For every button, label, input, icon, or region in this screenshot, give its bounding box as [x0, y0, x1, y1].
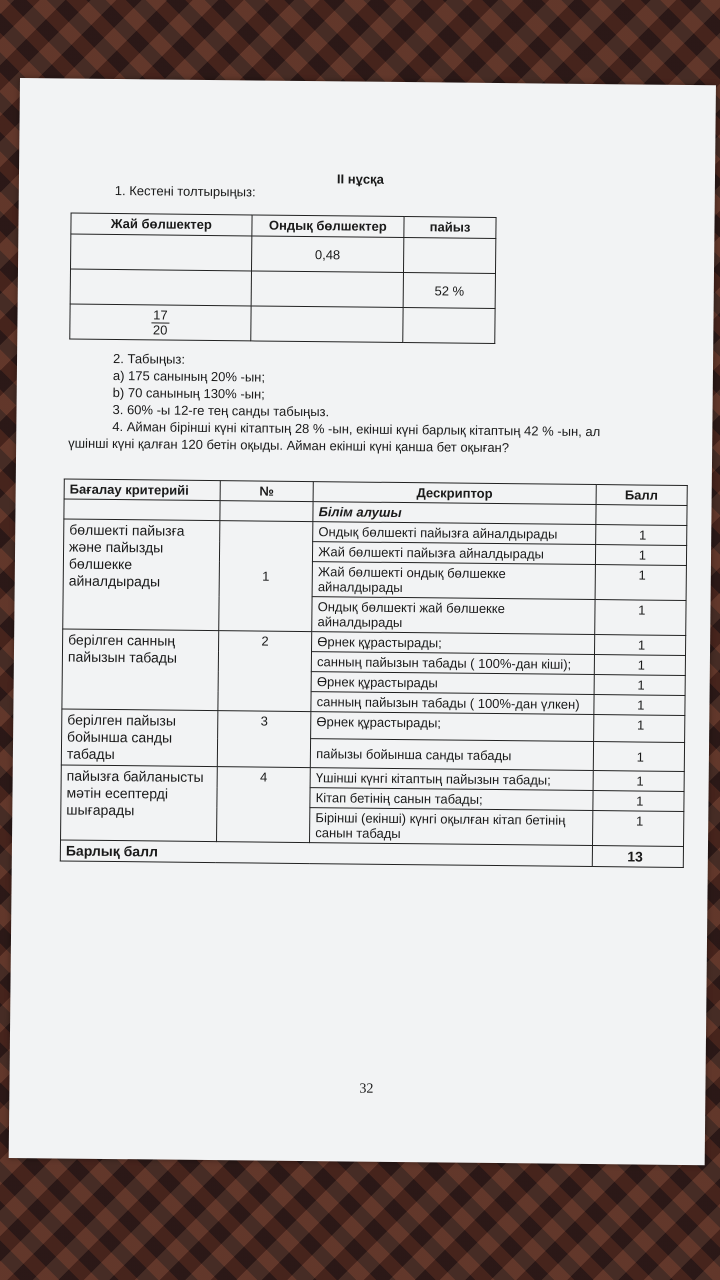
descriptor-score: 1 — [594, 635, 686, 656]
descriptor: санның пайызын табады ( 100%-дан кіші); — [311, 652, 594, 675]
criterion-2: берілген санның пайызын табады — [62, 629, 219, 711]
descriptor: Жай бөлшекті ондық бөлшекке айналдырады — [312, 562, 595, 600]
descriptor-score: 1 — [594, 600, 686, 636]
table-row — [71, 234, 496, 273]
descriptor-score: 1 — [593, 771, 685, 792]
table-cell — [251, 271, 404, 308]
rubric-header-descriptor: Дескриптор — [313, 482, 596, 505]
descriptor-score: 1 — [595, 545, 687, 566]
task-1: 1. Кестені толтырыңыз: — [114, 182, 256, 200]
table-row — [70, 269, 495, 308]
descriptor: Ондық бөлшекті пайызға айналдырады — [313, 522, 596, 545]
table-row — [62, 709, 685, 743]
col-header-percent: пайыз — [404, 217, 496, 239]
blank-cell — [220, 501, 314, 522]
rubric-header-criteria: Бағалау критерийі — [64, 479, 220, 501]
task-4-line-2: үшінші күні қалған 120 бетін оқыды. Айман екінші күні қанша бет оқыған? — [68, 435, 510, 456]
descriptor-score: 1 — [594, 655, 686, 676]
criterion-4-number: 4 — [216, 767, 310, 843]
descriptor: Ондық бөлшекті жай бөлшекке айналдырады — [312, 597, 595, 635]
col-header-decimals: Ондық бөлшектер — [252, 215, 405, 238]
descriptor-score: 1 — [594, 675, 686, 696]
table-cell — [250, 306, 403, 343]
blank-cell — [64, 499, 220, 521]
task-2a: a) 175 санының 20% -ын; — [112, 367, 266, 385]
task-3: 3. 60% -ы 12-ге тең санды табыңыз. — [112, 401, 330, 420]
task-2b: b) 70 санының 130% -ын; — [112, 384, 265, 402]
fraction — [151, 308, 170, 337]
descriptor-score: 1 — [595, 565, 687, 601]
rubric-header-score: Балл — [596, 485, 688, 506]
table-row — [70, 304, 495, 343]
descriptor: Бірінші (екінші) күнгі оқылған кітап бетінің санын табады — [310, 808, 593, 846]
descriptor-score: 1 — [592, 791, 684, 812]
task-2: 2. Табыңыз: — [112, 350, 186, 367]
document-page — [9, 78, 716, 1165]
table-cell: 52 % — [403, 273, 495, 309]
blank-cell — [595, 505, 687, 526]
descriptor: санның пайызын табады ( 100%-дан үлкен) — [311, 692, 594, 715]
table-cell — [71, 234, 252, 271]
descriptor: Жай бөлшекті пайызға айналдырады — [313, 542, 596, 565]
criterion-2-number: 2 — [218, 631, 312, 712]
fill-table — [69, 213, 496, 344]
criterion-3-number: 3 — [217, 711, 311, 768]
fraction-cell — [70, 304, 251, 341]
variant-heading: II нұсқа — [336, 171, 384, 187]
descriptor-score: 1 — [595, 525, 687, 546]
table-cell: 0,48 — [251, 236, 404, 273]
descriptor: Өрнек құрастырады — [311, 672, 594, 695]
total-score: 13 — [592, 846, 684, 868]
criterion-4: пайызға байланысты мәтін есептерді шығарады — [61, 765, 218, 842]
criterion-1: бөлшекті пайызға және пайызды бөлшекке айналдырады — [63, 519, 220, 631]
task-4-line-1: 4. Айман бірінші күні кітаптың 28 % -ын, екінші күні барлық кітаптың 42 % -ын, ал — [112, 418, 601, 440]
col-header-fractions: Жай бөлшектер — [71, 213, 252, 236]
table-cell — [70, 269, 251, 306]
rubric-header-number: № — [220, 481, 314, 502]
fraction-numerator: 17 — [151, 308, 170, 323]
fraction-denominator: 20 — [152, 321, 168, 338]
descriptor: Кітап бетінің санын табады; — [310, 788, 593, 811]
rubric-subheader: Білім алушы — [313, 502, 596, 525]
total-label: Барлық балл — [60, 840, 592, 867]
descriptor: Өрнек құрастырады; — [312, 632, 595, 655]
descriptor: Өрнек құрастырады; — [311, 712, 594, 742]
descriptor: Үшінші күнгі кітаптың пайызын табады; — [310, 768, 593, 791]
table-cell — [404, 238, 496, 274]
page-number: 32 — [359, 1081, 374, 1097]
descriptor-score: 1 — [593, 695, 685, 716]
table-cell — [403, 308, 495, 344]
descriptor-score: 1 — [592, 811, 684, 847]
criterion-1-number: 1 — [218, 521, 313, 632]
rubric-table — [60, 478, 688, 868]
descriptor-score: 1 — [593, 742, 685, 772]
descriptor: пайызы бойынша санды табады — [310, 739, 593, 771]
descriptor-score: 1 — [593, 715, 685, 743]
criterion-3: берілген пайызы бойынша санды табады — [61, 709, 217, 767]
